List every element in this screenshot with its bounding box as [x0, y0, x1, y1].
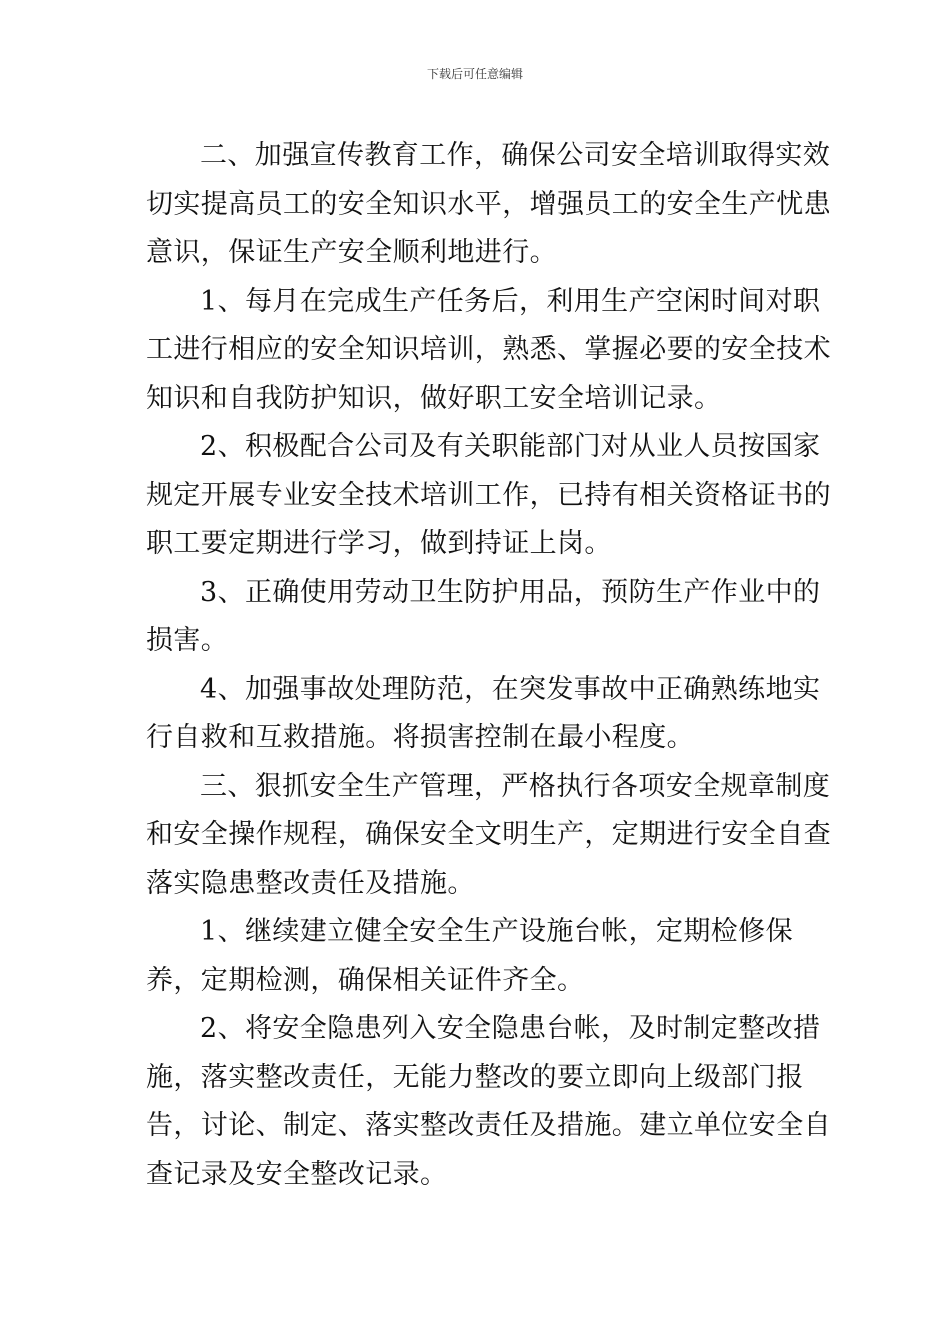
paragraph-section-3-heading: 三、狠抓安全生产管理，严格执行各项安全规章制度和安全操作规程，确保安全文明生产，定期进行安全自查落实隐患整改责任及措施。	[146, 770, 831, 899]
paragraph-item-2: 2、积极配合公司及有关职能部门对从业人员按国家规定开展专业安全技术培训工作，已持有相关资格证书的职工要定期进行学习，做到持证上岗。	[146, 431, 831, 559]
paragraph-item-1-section-3: 1、继续建立健全安全生产设施台帐，定期检修保养，定期检测，确保相关证件齐全。	[146, 916, 793, 996]
paragraph-item-1: 1、每月在完成生产任务后，利用生产空闲时间对职工进行相应的安全知识培训，熟悉、掌握必要的安全技术知识和自我防护知识，做好职工安全培训记录。	[146, 285, 831, 414]
paragraph-item-2-section-3: 2、将安全隐患列入安全隐患台帐，及时制定整改措施，落实整改责任，无能力整改的要立即向上级部门报告，讨论、制定、落实整改责任及措施。建立单位安全自查记录及安全整改记录。	[146, 1013, 831, 1190]
paragraph-item-4: 4、加强事故处理防范，在突发事故中正确熟练地实行自救和互救措施。将损害控制在最小程度。	[146, 673, 821, 753]
paragraph-item-3: 3、正确使用劳动卫生防护用品，预防生产作业中的损害。	[146, 576, 821, 656]
paragraph-section-2-heading: 二、加强宣传教育工作，确保公司安全培训取得实效切实提高员工的安全知识水平，增强员工的安全生产忧患意识，保证生产安全顺利地进行。	[146, 140, 831, 268]
document-body	[146, 132, 836, 1199]
page-header: 下载后可任意编辑	[426, 67, 523, 81]
